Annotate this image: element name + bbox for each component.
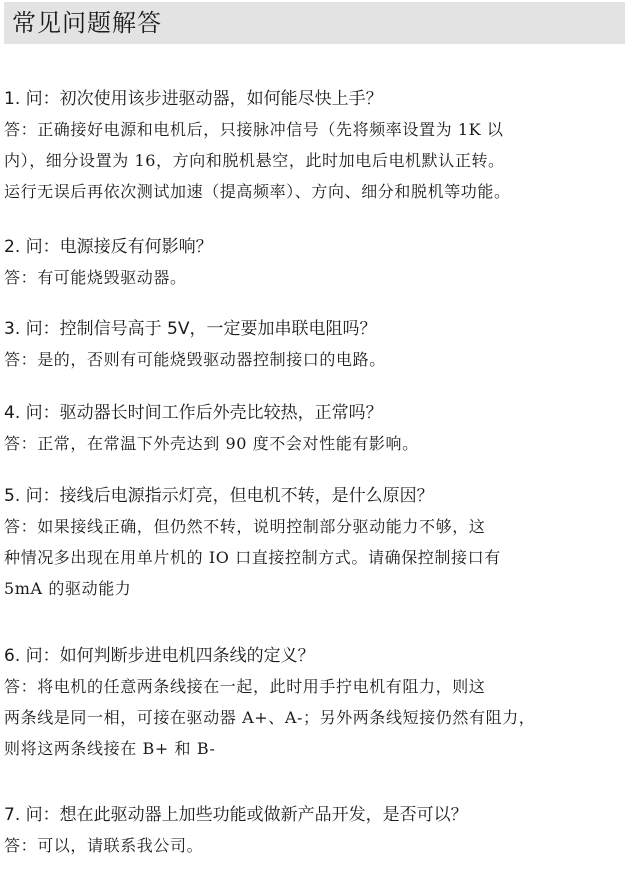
- answer-line: 答：正常，在常温下外壳达到 90 度不会对性能有影响。: [4, 434, 419, 453]
- faq-item-3: [4, 314, 624, 375]
- answer-line: 答：将电机的任意两条线接在一起，此时用手拧电机有阻力，则这: [4, 677, 486, 696]
- question: 3. 问：控制信号高于 5V，一定要加串联电阻吗？: [4, 319, 377, 339]
- answer: [4, 114, 624, 207]
- answer: [4, 344, 624, 375]
- question: 2. 问：电源接反有何影响？: [4, 237, 213, 257]
- faq-item-6: [4, 641, 624, 764]
- question: 6. 问：如何判断步进电机四条线的定义？: [4, 646, 315, 666]
- faq-item-2: [4, 232, 624, 293]
- answer: [4, 511, 624, 604]
- faq-item-1: [4, 84, 624, 207]
- answer-line: 内），细分设置为 16，方向和脱机悬空，此时加电后电机默认正转。: [4, 151, 505, 170]
- answer: [4, 671, 624, 764]
- answer: [4, 262, 624, 293]
- question: 7. 问：想在此驱动器上加些功能或做新产品开发，是否可以？: [4, 805, 468, 825]
- answer-line: 种情况多出现在用单片机的 IO 口直接控制方式。请确保控制接口有: [4, 548, 501, 567]
- answer-line: 答：正确接好电源和电机后，只接脉冲信号（先将频率设置为 1K 以: [4, 120, 504, 139]
- faq-item-7: [4, 800, 624, 861]
- answer-line: 两条线是同一相，可接在驱动器 A+、A-；另外两条线短接仍然有阻力，: [4, 708, 536, 727]
- answer-line: 运行无误后再依次测试加速（提高频率）、方向、细分和脱机等功能。: [4, 182, 511, 201]
- answer: [4, 830, 624, 861]
- faq-item-4: [4, 398, 624, 459]
- faq-item-5: [4, 481, 624, 604]
- answer: [4, 428, 624, 459]
- answer-line: 答：可以，请联系我公司。: [4, 836, 204, 855]
- answer-line: 则将这两条线接在 B+ 和 B-: [4, 739, 216, 758]
- page-title: 常见问题解答: [12, 9, 162, 37]
- answer-line: 5mA 的驱动能力: [4, 579, 132, 598]
- question: 1. 问：初次使用该步进驱动器，如何能尽快上手？: [4, 89, 383, 109]
- answer-line: 答：有可能烧毁驱动器。: [4, 268, 187, 287]
- answer-line: 答：是的，否则有可能烧毁驱动器控制接口的电路。: [4, 350, 386, 369]
- question: 4. 问：驱动器长时间工作后外壳比较热，正常吗？: [4, 403, 383, 423]
- title-bar: [4, 2, 625, 44]
- question: 5. 问：接线后电源指示灯亮，但电机不转，是什么原因？: [4, 486, 434, 506]
- answer-line: 答：如果接线正确，但仍然不转，说明控制部分驱动能力不够，这: [4, 517, 486, 536]
